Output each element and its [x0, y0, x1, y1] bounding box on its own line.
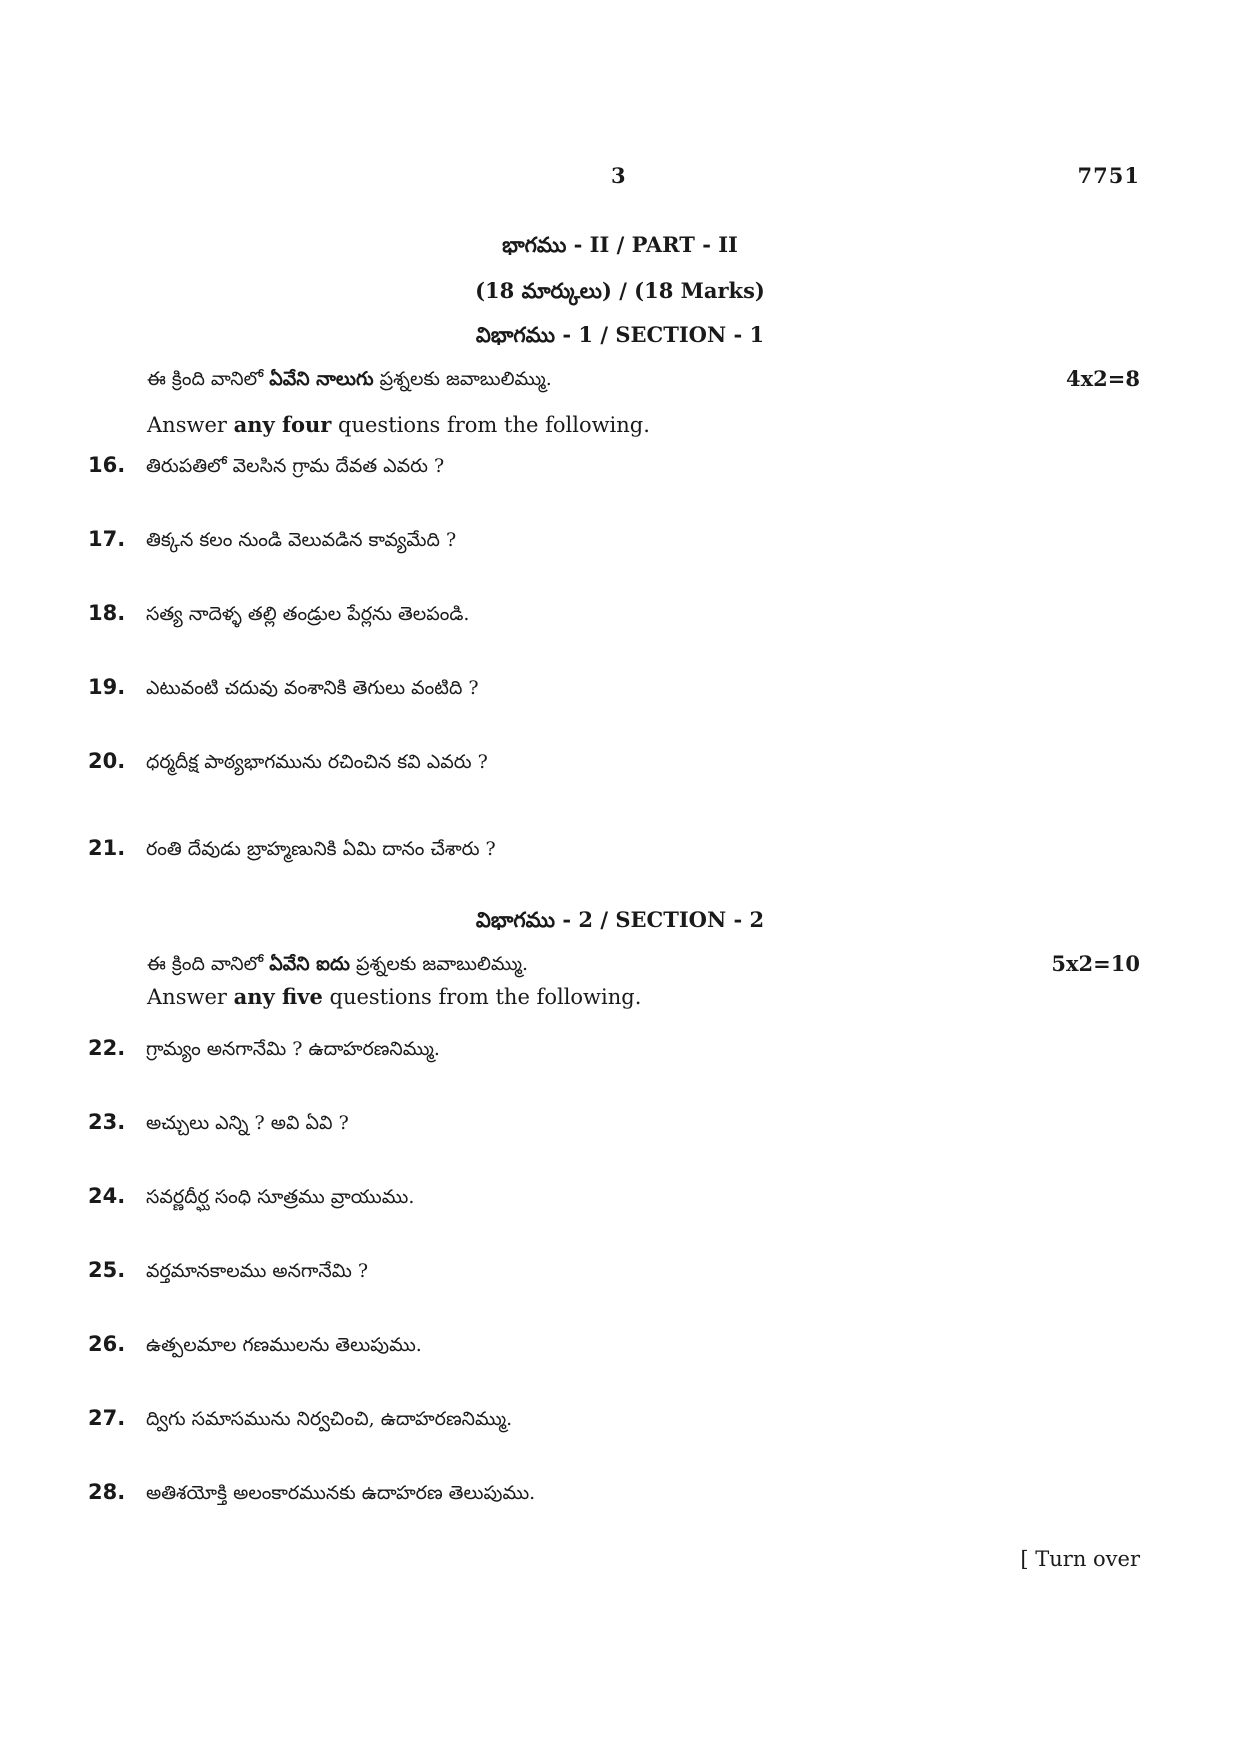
question-item [88, 1184, 414, 1213]
section1-marks: 4x2=8 [1066, 366, 1140, 391]
instruction-emphasis: any four [233, 412, 332, 437]
question-text: ఉత్పలమాల గణములను తెలుపుము. [146, 1334, 422, 1356]
question-number: 26. [88, 1332, 126, 1356]
question-item [88, 1480, 535, 1509]
section1-instruction-telugu [147, 368, 552, 395]
question-text: గ్రామ్యం అనగానేమి ? ఉదాహరణనిమ్ము. [146, 1038, 440, 1060]
question-number: 17. [88, 527, 126, 551]
question-number: 27. [88, 1406, 126, 1430]
instruction-post: ప్రశ్నలకు జవాబులిమ్ము. [349, 953, 529, 975]
question-text: ఎటువంటి చదువు వంశానికి తెగులు వంటిది ? [146, 677, 479, 699]
instruction-post: questions from the following. [331, 413, 650, 437]
question-item [88, 527, 456, 556]
question-item [88, 1332, 422, 1361]
instruction-emphasis: ఏవేని నాలుగు [269, 368, 374, 390]
instruction-pre: Answer [147, 985, 234, 1009]
instruction-pre: ఈ క్రింది వానిలో [147, 953, 270, 975]
question-item [88, 601, 469, 630]
question-item [88, 1406, 512, 1435]
question-item [88, 1258, 368, 1287]
instruction-pre: Answer [147, 413, 234, 437]
question-text: వర్తమానకాలము అనగానేమి ? [146, 1260, 369, 1282]
part-marks: (18 మార్కులు) / (18 Marks) [475, 278, 765, 303]
question-number: 20. [88, 749, 126, 773]
question-number: 19. [88, 675, 126, 699]
question-item [88, 1110, 349, 1139]
instruction-post: questions from the following. [322, 985, 642, 1009]
question-number: 28. [88, 1480, 126, 1504]
question-text: తిక్కన కలం నుండి వెలువడిన కావ్యమేది ? [146, 529, 457, 551]
page-number: 3 [611, 163, 626, 188]
section2-instruction-english [147, 984, 641, 1009]
section1-instruction-english [147, 412, 650, 437]
question-number: 24. [88, 1184, 126, 1208]
section2-instruction-telugu [147, 953, 528, 980]
section2-title: విభాగము - 2 / SECTION - 2 [475, 907, 765, 932]
question-text: అచ్చులు ఎన్ని ? అవి ఏవి ? [146, 1112, 349, 1134]
turn-over-note: [ Turn over [1020, 1547, 1140, 1571]
instruction-emphasis: ఏవేని ఐదు [269, 953, 350, 975]
question-text: ద్విగు సమాసమును నిర్వచించి, ఉదాహరణనిమ్ము. [146, 1408, 513, 1430]
question-number: 21. [88, 836, 126, 860]
question-text: సవర్ణదీర్ఘ సంధి సూత్రము వ్రాయుము. [146, 1186, 415, 1208]
question-item [88, 675, 479, 704]
question-text: రంతి దేవుడు బ్రాహ్మణునికి ఏమి దానం చేశారు ? [146, 838, 496, 860]
question-number: 23. [88, 1110, 126, 1134]
question-text: ధర్మదీక్ష పాఠ్యభాగమును రచించిన కవి ఎవరు ? [146, 751, 488, 773]
question-text: తిరుపతిలో వెలసిన గ్రామ దేవత ఎవరు ? [146, 455, 445, 477]
question-text: అతిశయోక్తి అలంకారమునకు ఉదాహరణ తెలుపుము. [146, 1482, 536, 1504]
question-item [88, 836, 496, 865]
section1-title: విభాగము - 1 / SECTION - 1 [475, 322, 765, 347]
paper-code: 7751 [1077, 163, 1140, 188]
question-item [88, 1036, 440, 1065]
question-text: సత్య నాదెళ్ళ తల్లి తండ్రుల పేర్లను తెలపండి. [146, 603, 470, 625]
section2-marks: 5x2=10 [1051, 951, 1140, 976]
question-item [88, 749, 488, 778]
part-title: భాగము - II / PART - II [502, 232, 738, 257]
question-item [88, 453, 444, 482]
question-number: 22. [88, 1036, 126, 1060]
instruction-emphasis: any five [233, 984, 323, 1009]
instruction-pre: ఈ క్రింది వానిలో [147, 368, 270, 390]
instruction-post: ప్రశ్నలకు జవాబులిమ్ము. [373, 368, 552, 390]
question-number: 25. [88, 1258, 126, 1282]
question-number: 16. [88, 453, 126, 477]
question-number: 18. [88, 601, 126, 625]
